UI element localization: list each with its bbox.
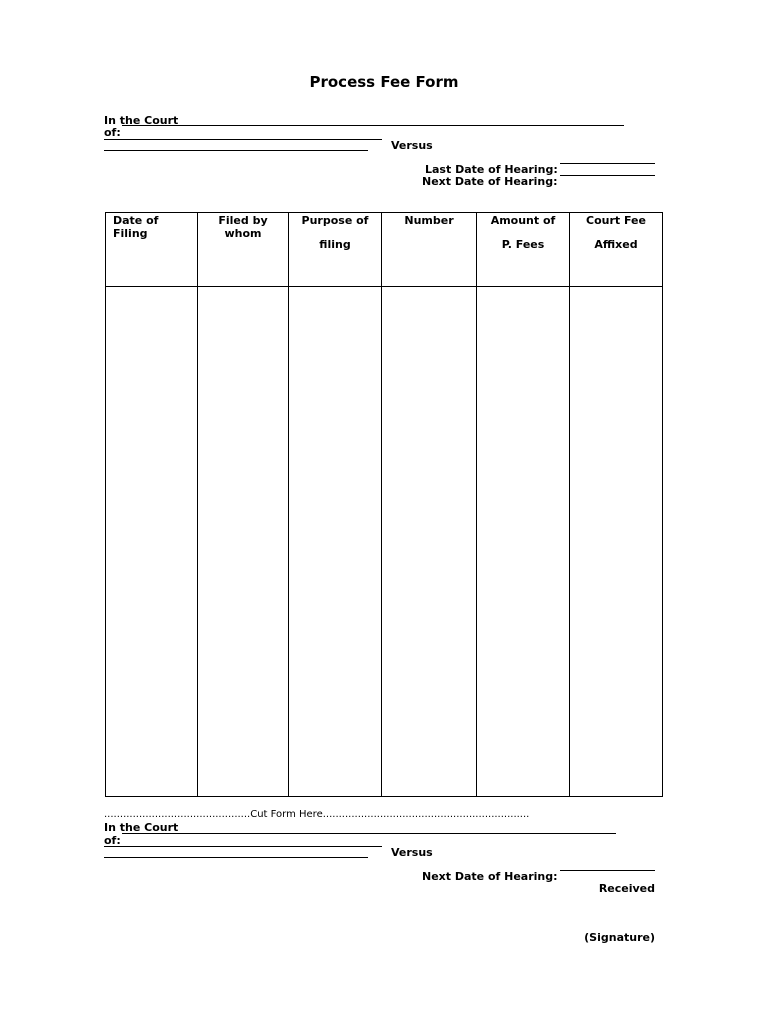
bottom-next-hearing-field[interactable] [560,870,655,871]
cell-date-of-filing[interactable] [106,287,198,797]
bottom-next-hearing-label: Next Date of Hearing: [422,870,558,883]
table-body-row [106,287,663,797]
bottom-petitioner-field[interactable] [104,846,382,847]
cell-filed-by-whom[interactable] [198,287,289,797]
next-hearing-field[interactable] [560,175,655,176]
fee-table [105,212,663,797]
cell-purpose-of-filing[interactable] [289,287,382,797]
received-label: Received [598,882,655,895]
header-court-fee-affixed: Court Fee Affixed [570,213,663,287]
header-amount-of-p-fees: Amount of P. Fees [477,213,570,287]
court-of-label: of: [104,126,121,139]
bottom-court-of-label: of: [104,834,121,847]
signature-label: (Signature) [584,931,655,944]
respondent-field[interactable] [104,150,368,151]
cell-number[interactable] [382,287,477,797]
table-header-row [106,213,663,287]
cell-court-fee-affixed[interactable] [570,287,663,797]
header-filed-by-whom: Filed by whom [198,213,289,287]
versus-label: Versus [391,139,433,152]
next-hearing-label: Next Date of Hearing: [422,175,558,188]
header-date-of-filing: Date of Filing [106,213,198,287]
bottom-court-of-field[interactable] [122,833,616,834]
bottom-versus-label: Versus [391,846,433,859]
last-hearing-field[interactable] [560,163,655,164]
cell-amount-of-p-fees[interactable] [477,287,570,797]
last-hearing-label: Last Date of Hearing: [425,163,558,176]
bottom-court-label: In the Court [104,821,179,834]
header-purpose-of-filing: Purpose of filing [289,213,382,287]
cut-line: ..............................................Cut Form Here................................................................. [104,809,530,820]
header-number: Number [382,213,477,287]
form-title: Process Fee Form [309,73,459,91]
court-label: In the Court [104,114,179,127]
petitioner-field[interactable] [104,139,382,140]
court-of-field[interactable] [122,125,624,126]
bottom-respondent-field[interactable] [104,857,368,858]
